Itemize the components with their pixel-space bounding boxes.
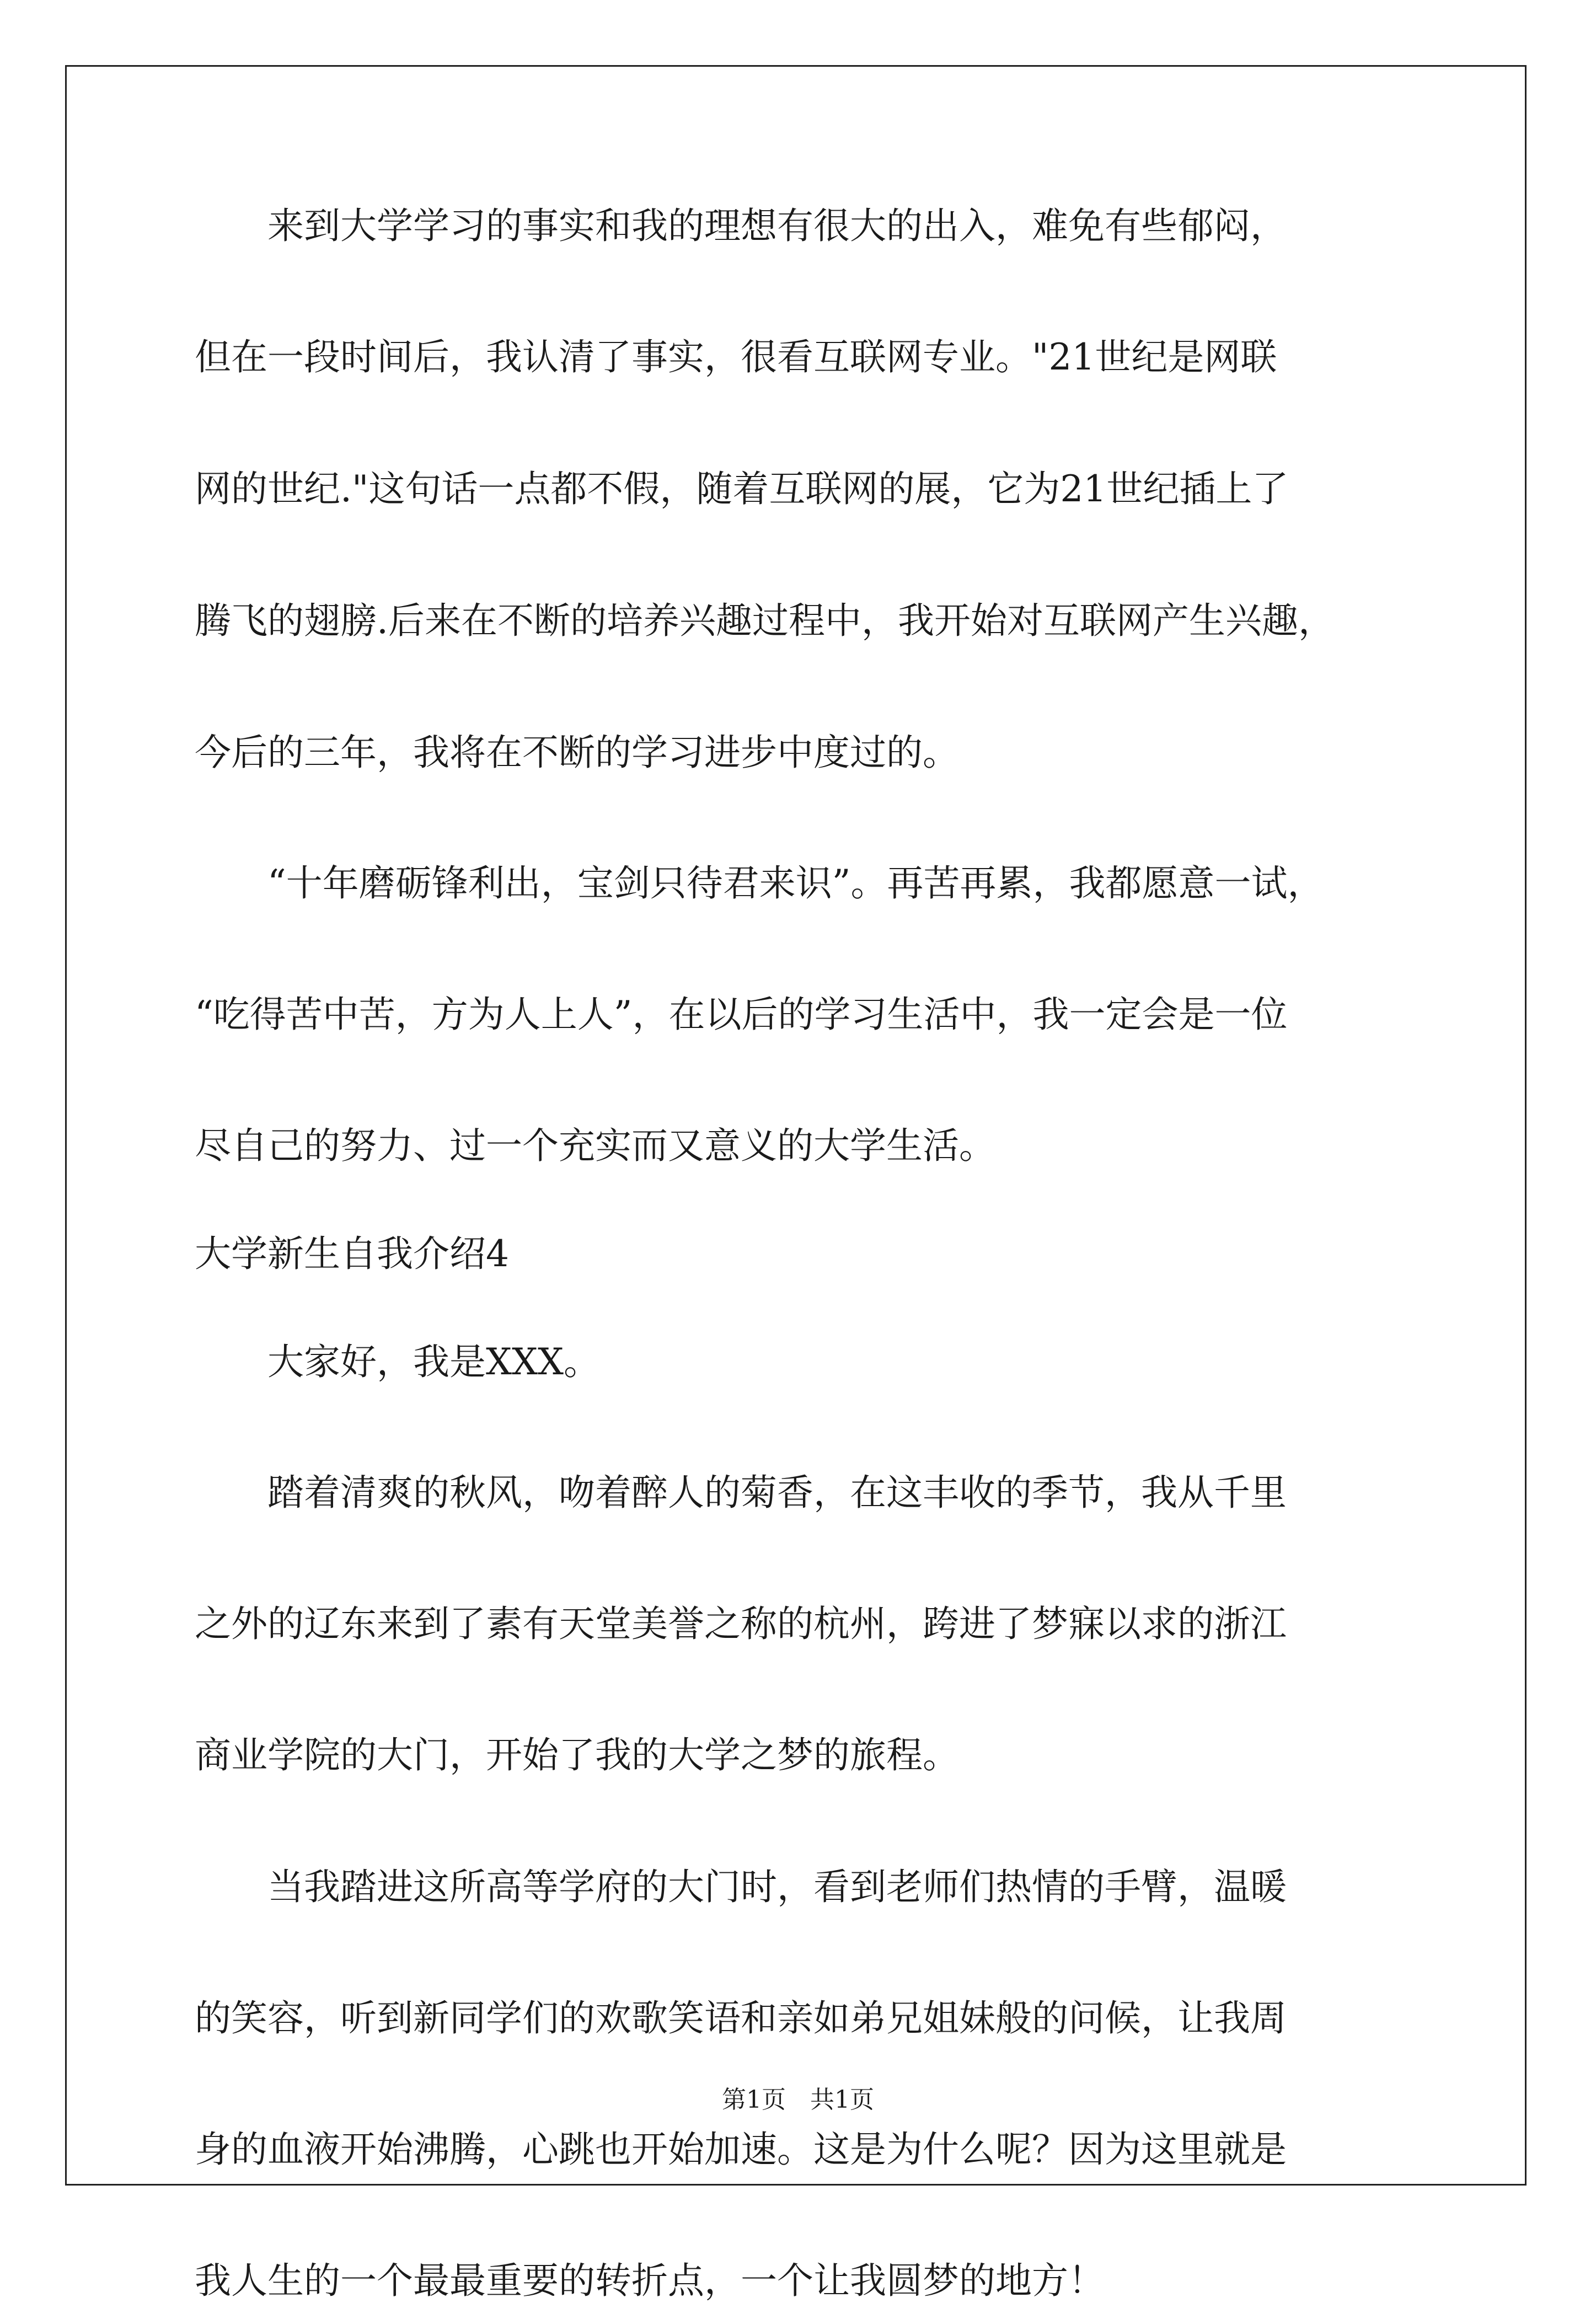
text-line-17: 我人生的一个最最重要的转折点，一个让我圆梦的地方！	[195, 2259, 1105, 2302]
section-heading: 大学新生自我介绍4	[195, 1233, 509, 1275]
text-line-5: 今后的三年，我将在不断的学习进步中度过的。	[195, 731, 959, 774]
text-line-16: 身的血液开始沸腾，心跳也开始加速。这是为什么呢？因为这里就是	[195, 2128, 1287, 2171]
page-footer: 第1页 共1页	[722, 2086, 874, 2114]
text-line-7: “吃得苦中苦，方为人上人”，在以后的学习生活中，我一定会是一位	[195, 993, 1288, 1036]
text-line-15: 的笑容，听到新同学们的欢歌笑语和亲如弟兄姐妹般的问候，让我周	[195, 1997, 1287, 2039]
text-line-12: 之外的辽东来到了素有天堂美誉之称的杭州，跨进了梦寐以求的浙江	[195, 1603, 1287, 1645]
text-line-6: “十年磨砺锋利出，宝剑只待君来识”。再苦再累，我都愿意一试，	[195, 862, 1324, 904]
text-line-4: 腾飞的翅膀.后来在不断的培养兴趣过程中，我开始对互联网产生兴趣，	[195, 599, 1335, 642]
text-line-8: 尽自己的努力、过一个充实而又意义的大学生活。	[195, 1124, 995, 1167]
text-line-10: 大家好，我是XXX。	[195, 1341, 600, 1383]
text-line-2: 但在一段时间后，我认清了事实，很看互联网专业。"21世纪是网联	[195, 336, 1277, 378]
text-line-11: 踏着清爽的秋风，吻着醉人的菊香，在这丰收的季节，我从千里	[195, 1471, 1287, 1514]
text-line-14: 当我踏进这所高等学府的大门时，看到老师们热情的手臂，温暖	[195, 1866, 1287, 1908]
text-line-13: 商业学院的大门，开始了我的大学之梦的旅程。	[195, 1734, 959, 1776]
text-line-1: 来到大学学习的事实和我的理想有很大的出入，难免有些郁闷，	[195, 205, 1287, 247]
text-line-3: 网的世纪."这句话一点都不假，随着互联网的展，它为21世纪插上了	[195, 468, 1289, 510]
